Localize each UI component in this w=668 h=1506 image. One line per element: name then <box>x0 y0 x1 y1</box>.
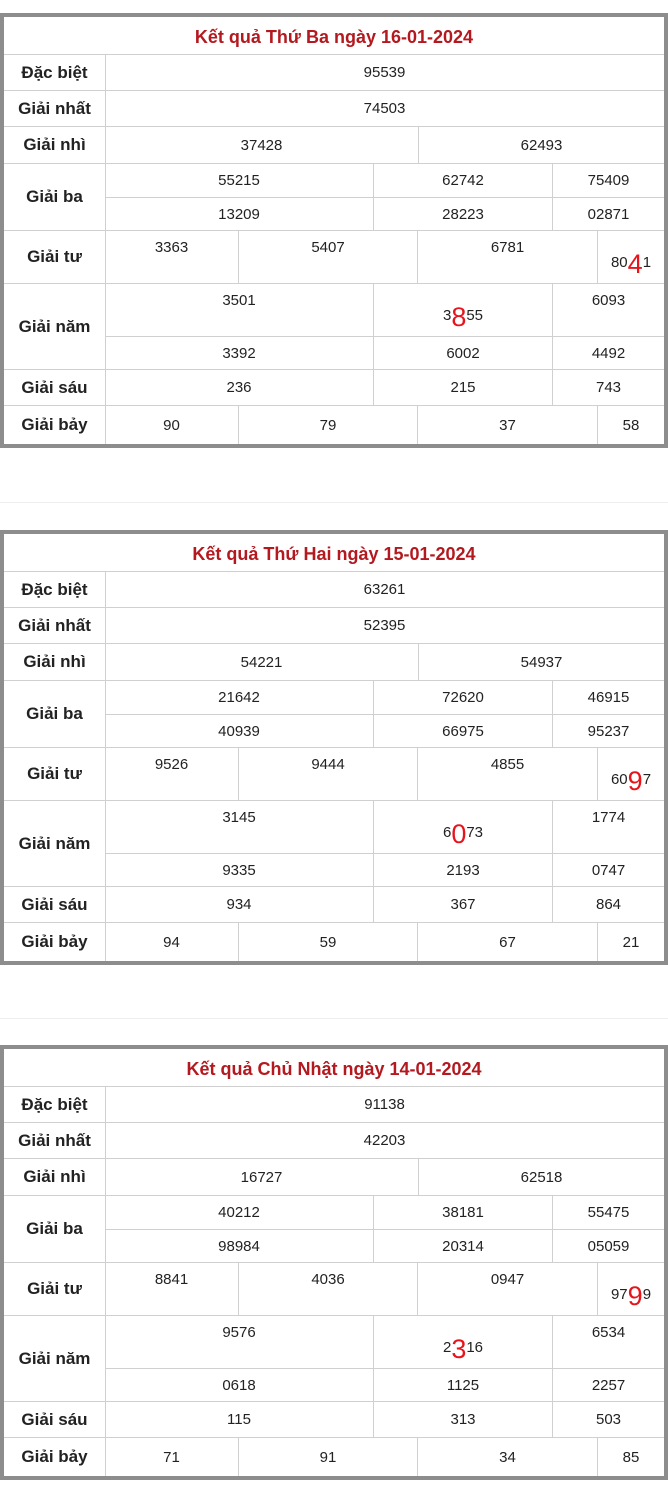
row-sixth <box>4 887 664 923</box>
third-prize-number: 05059 <box>552 1230 664 1262</box>
row-fourth <box>4 231 664 284</box>
row-fourth <box>4 748 664 801</box>
second-prize-number: 62518 <box>418 1159 664 1195</box>
row-first <box>4 91 664 127</box>
third-prize-number: 55475 <box>552 1196 664 1229</box>
third-prize-number: 75409 <box>552 164 664 197</box>
second-prize-number: 37428 <box>240 136 283 154</box>
third-prize-number: 95237 <box>552 715 664 747</box>
highlight-digit: 4 <box>627 248 643 279</box>
fifth-prize-number: 9335 <box>222 861 256 879</box>
row-special <box>4 572 664 608</box>
fifth-prize-number: 1125 <box>373 1369 552 1401</box>
row-first <box>4 608 664 644</box>
highlight-digit: 9 <box>627 1280 643 1311</box>
draw-title: Kết quả Chủ Nhật ngày 14-01-2024 <box>4 1049 664 1087</box>
row-second <box>4 1159 664 1196</box>
fourth-prize-highlight: 60 9 7 <box>597 748 664 800</box>
seventh-prize-number: 59 <box>238 923 417 961</box>
row-seventh <box>4 1438 664 1476</box>
seventh-prize-number: 37 <box>417 406 597 444</box>
highlight-digit: 0 <box>451 818 467 849</box>
fifth-prize-number: 2257 <box>552 1369 664 1401</box>
highlight-digit: 8 <box>451 301 467 332</box>
prize-label-g2: Giải nhì <box>4 644 106 680</box>
prize-label-g5: Giải năm <box>4 284 106 369</box>
row-special <box>4 1087 664 1123</box>
prize-label-g1: Giải nhất <box>4 91 106 126</box>
fourth-prize-number: 3363 <box>154 239 189 256</box>
prize-label-g7: Giải bảy <box>4 1438 106 1476</box>
seventh-prize-number: 94 <box>163 933 180 951</box>
third-prize-number: 21642 <box>218 689 260 706</box>
row-seventh <box>4 923 664 961</box>
row-fifth <box>4 801 664 887</box>
row-fourth <box>4 1263 664 1316</box>
fourth-prize-number: 4036 <box>238 1263 417 1315</box>
fourth-prize-number: 4855 <box>417 748 597 800</box>
row-second <box>4 127 664 164</box>
fifth-prize-highlight: 3 8 55 <box>373 284 552 336</box>
seventh-prize-number: 71 <box>163 1448 180 1466</box>
first-prize-number: 74503 <box>363 100 406 117</box>
fourth-prize-highlight: 97 9 9 <box>597 1263 664 1315</box>
third-prize-number: 38181 <box>373 1196 552 1229</box>
row-sixth <box>4 370 664 406</box>
third-prize-number: 20314 <box>373 1230 552 1262</box>
fifth-prize-number: 2193 <box>373 854 552 886</box>
second-prize-number: 16727 <box>240 1168 283 1186</box>
highlight-digit: 3 <box>451 1333 467 1364</box>
prize-label-g6: Giải sáu <box>4 887 106 922</box>
sixth-prize-number: 215 <box>373 370 552 405</box>
draw-title: Kết quả Thứ Hai ngày 15-01-2024 <box>4 534 664 572</box>
third-prize-number: 62742 <box>373 164 552 197</box>
sixth-prize-number: 367 <box>373 887 552 922</box>
prize-label-g4: Giải tư <box>4 748 106 800</box>
fifth-prize-number: 1774 <box>552 801 664 853</box>
special-prize-number: 95539 <box>363 64 406 81</box>
sixth-prize-number: 313 <box>373 1402 552 1437</box>
seventh-prize-number: 67 <box>417 923 597 961</box>
seventh-prize-number: 34 <box>417 1438 597 1476</box>
prize-label-db: Đặc biệt <box>4 1087 106 1122</box>
sixth-prize-number: 236 <box>226 379 252 396</box>
prize-label-g2: Giải nhì <box>4 1159 106 1195</box>
fourth-prize-number: 5407 <box>238 231 417 283</box>
fifth-prize-number: 3145 <box>222 809 256 826</box>
third-prize-number: 98984 <box>218 1237 260 1255</box>
seventh-prize-number: 91 <box>238 1438 417 1476</box>
special-prize-number: 91138 <box>364 1096 405 1113</box>
fifth-prize-number: 6002 <box>373 337 552 369</box>
fifth-prize-number: 3501 <box>222 292 256 309</box>
draw-title: Kết quả Thứ Ba ngày 16-01-2024 <box>4 17 664 55</box>
row-special <box>4 55 664 91</box>
third-prize-number: 02871 <box>552 198 664 230</box>
first-prize-number: 42203 <box>363 1132 406 1149</box>
fifth-prize-number: 6093 <box>552 284 664 336</box>
prize-label-g6: Giải sáu <box>4 370 106 405</box>
prize-label-g3: Giải ba <box>4 1196 106 1262</box>
row-fifth <box>4 284 664 370</box>
sixth-prize-number: 864 <box>552 887 664 922</box>
prize-label-g5: Giải năm <box>4 1316 106 1401</box>
third-prize-number: 28223 <box>373 198 552 230</box>
row-second <box>4 644 664 681</box>
sixth-prize-number: 503 <box>552 1402 664 1437</box>
prize-label-db: Đặc biệt <box>4 55 106 90</box>
section-divider <box>0 502 668 503</box>
third-prize-number: 66975 <box>373 715 552 747</box>
row-sixth <box>4 1402 664 1438</box>
fifth-prize-number: 0618 <box>222 1376 256 1394</box>
third-prize-number: 46915 <box>552 681 664 714</box>
section-divider <box>0 1018 668 1019</box>
row-first <box>4 1123 664 1159</box>
sixth-prize-number: 115 <box>227 1411 251 1428</box>
first-prize-number: 52395 <box>363 617 406 634</box>
fourth-prize-number: 8841 <box>154 1271 189 1288</box>
second-prize-number: 54937 <box>418 644 664 680</box>
prize-label-g1: Giải nhất <box>4 1123 106 1158</box>
prize-label-db: Đặc biệt <box>4 572 106 607</box>
seventh-prize-number: 21 <box>597 923 664 961</box>
fourth-prize-number: 0947 <box>417 1263 597 1315</box>
seventh-prize-number: 79 <box>238 406 417 444</box>
prize-label-g4: Giải tư <box>4 231 106 283</box>
prize-label-g4: Giải tư <box>4 1263 106 1315</box>
prize-label-g5: Giải năm <box>4 801 106 886</box>
prize-label-g6: Giải sáu <box>4 1402 106 1437</box>
fifth-prize-highlight: 2 3 16 <box>373 1316 552 1368</box>
prize-label-g1: Giải nhất <box>4 608 106 643</box>
third-prize-number: 13209 <box>218 205 260 223</box>
prize-label-g3: Giải ba <box>4 681 106 747</box>
seventh-prize-number: 90 <box>163 416 180 434</box>
row-third <box>4 164 664 231</box>
result-table <box>0 534 668 965</box>
third-prize-number: 40939 <box>218 722 260 740</box>
sixth-prize-number: 743 <box>552 370 664 405</box>
prize-label-g7: Giải bảy <box>4 406 106 444</box>
fourth-prize-highlight: 80 4 1 <box>597 231 664 283</box>
sixth-prize-number: 934 <box>226 896 252 913</box>
second-prize-number: 54221 <box>240 653 283 671</box>
result-table <box>0 17 668 448</box>
result-table <box>0 1049 668 1480</box>
third-prize-number: 72620 <box>373 681 552 714</box>
third-prize-number: 55215 <box>218 172 260 189</box>
fourth-prize-number: 9526 <box>154 756 189 773</box>
row-third <box>4 1196 664 1263</box>
fifth-prize-number: 0747 <box>552 854 664 886</box>
fourth-prize-number: 9444 <box>238 748 417 800</box>
special-prize-number: 63261 <box>363 581 406 598</box>
seventh-prize-number: 58 <box>597 406 664 444</box>
highlight-digit: 9 <box>627 765 643 796</box>
prize-label-g7: Giải bảy <box>4 923 106 961</box>
fifth-prize-number: 9576 <box>222 1324 256 1341</box>
prize-label-g2: Giải nhì <box>4 127 106 163</box>
third-prize-number: 40212 <box>218 1204 260 1221</box>
row-fifth <box>4 1316 664 1402</box>
fifth-prize-number: 4492 <box>552 337 664 369</box>
second-prize-number: 62493 <box>418 127 664 163</box>
fifth-prize-number: 6534 <box>552 1316 664 1368</box>
fourth-prize-number: 6781 <box>417 231 597 283</box>
fifth-prize-number: 3392 <box>222 344 256 362</box>
row-third <box>4 681 664 748</box>
row-seventh <box>4 406 664 444</box>
prize-label-g3: Giải ba <box>4 164 106 230</box>
fifth-prize-highlight: 6 0 73 <box>373 801 552 853</box>
seventh-prize-number: 85 <box>597 1438 664 1476</box>
